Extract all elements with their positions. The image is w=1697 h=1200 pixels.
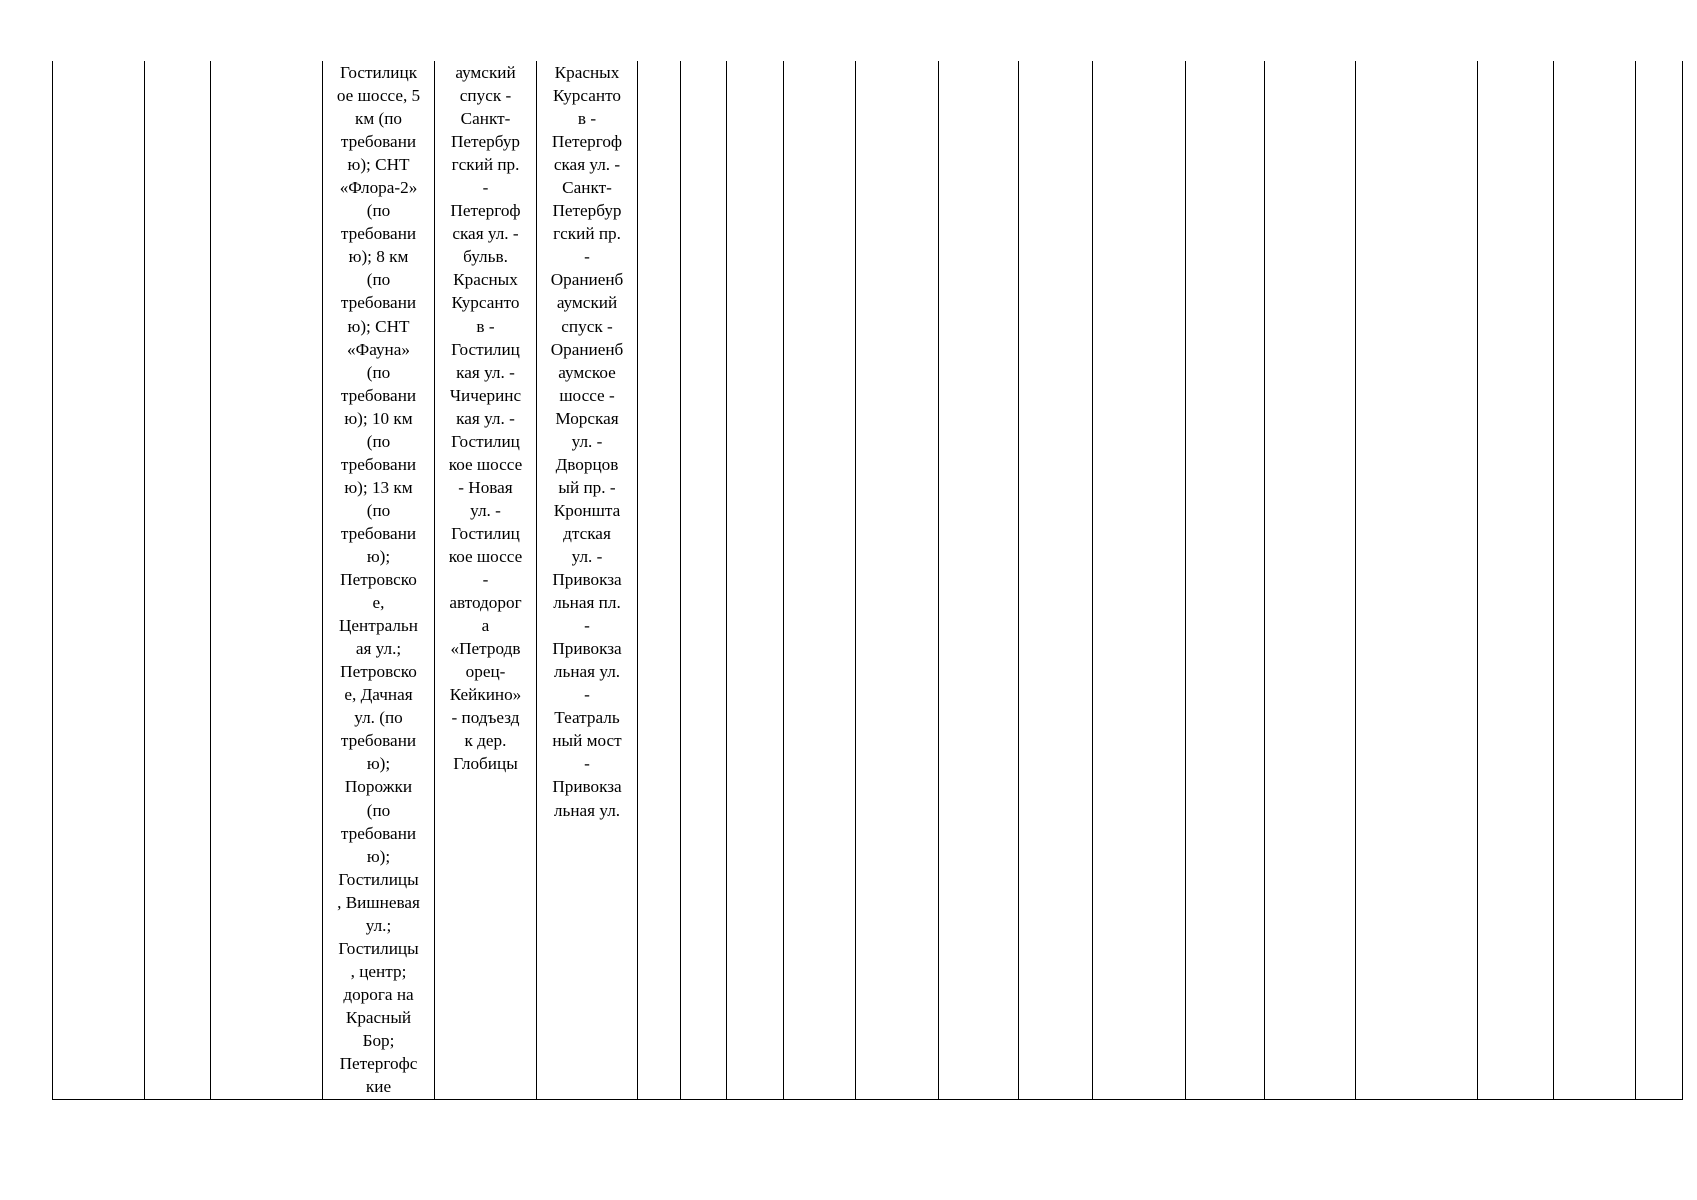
- table-column-13: [1019, 61, 1093, 1099]
- table-column-16: [1265, 61, 1356, 1099]
- route-backward-cell: Красных Курсанто в - Петергоф ская ул. - Санкт- Петербур гский пр. - Ораниенб аумский спуск - Ораниенб аумское шоссе - Морская ул. - Дворцов ый пр. - Кроншта дтская ул. - Привокза льная пл. - Привокза льная ул. - Театраль ный мост - Привокза льная ул.: [550, 63, 624, 820]
- table-column-stops: [323, 61, 435, 1099]
- table-column-10: [784, 61, 856, 1099]
- table-column-12: [939, 61, 1019, 1099]
- table-column-1: [53, 61, 145, 1099]
- table-column-11: [856, 61, 939, 1099]
- table-column-2: [145, 61, 211, 1099]
- table-column-19: [1554, 61, 1636, 1099]
- table-column-17: [1356, 61, 1478, 1099]
- route-forward-cell: аумский спуск - Санкт- Петербур гский пр. - Петергоф ская ул. - бульв. Красных Курсанто в - Гостилиц кая ул. - Чичеринс кая ул. - Гостилиц кое шоссе - Новая ул. - Гостилиц кое шоссе - автодорог а «Петродв орец- Кейкино» - подъезд к дер. Глобицы: [448, 63, 523, 774]
- table-column-7: [638, 61, 681, 1099]
- table-column-9: [727, 61, 784, 1099]
- table-column-14: [1093, 61, 1186, 1099]
- table-column-route-forward: [435, 61, 537, 1099]
- route-table: [52, 61, 1683, 1100]
- table-column-18: [1478, 61, 1554, 1099]
- stops-cell: Гостилицк ое шоссе, 5 км (по требовани ю); СНТ «Флора-2» (по требовани ю); 8 км (по требовани ю); СНТ «Фауна» (по требовани ю); 10 км (по требовани ю); 13 км (по требовани ю); Петровско е, Центральн ая ул.; Петровско е, Дачная ул. (по требовани ю); Порожки (по требовани ю); Гостилицы , Вишневая ул.; Гостилицы , центр; дорога на Красный Бор; Петергофс кие: [336, 63, 421, 1097]
- table-column-route-backward: [537, 61, 638, 1099]
- table-column-8: [681, 61, 727, 1099]
- table-column-15: [1186, 61, 1265, 1099]
- table-column-20: [1636, 61, 1684, 1099]
- table-column-3: [211, 61, 323, 1099]
